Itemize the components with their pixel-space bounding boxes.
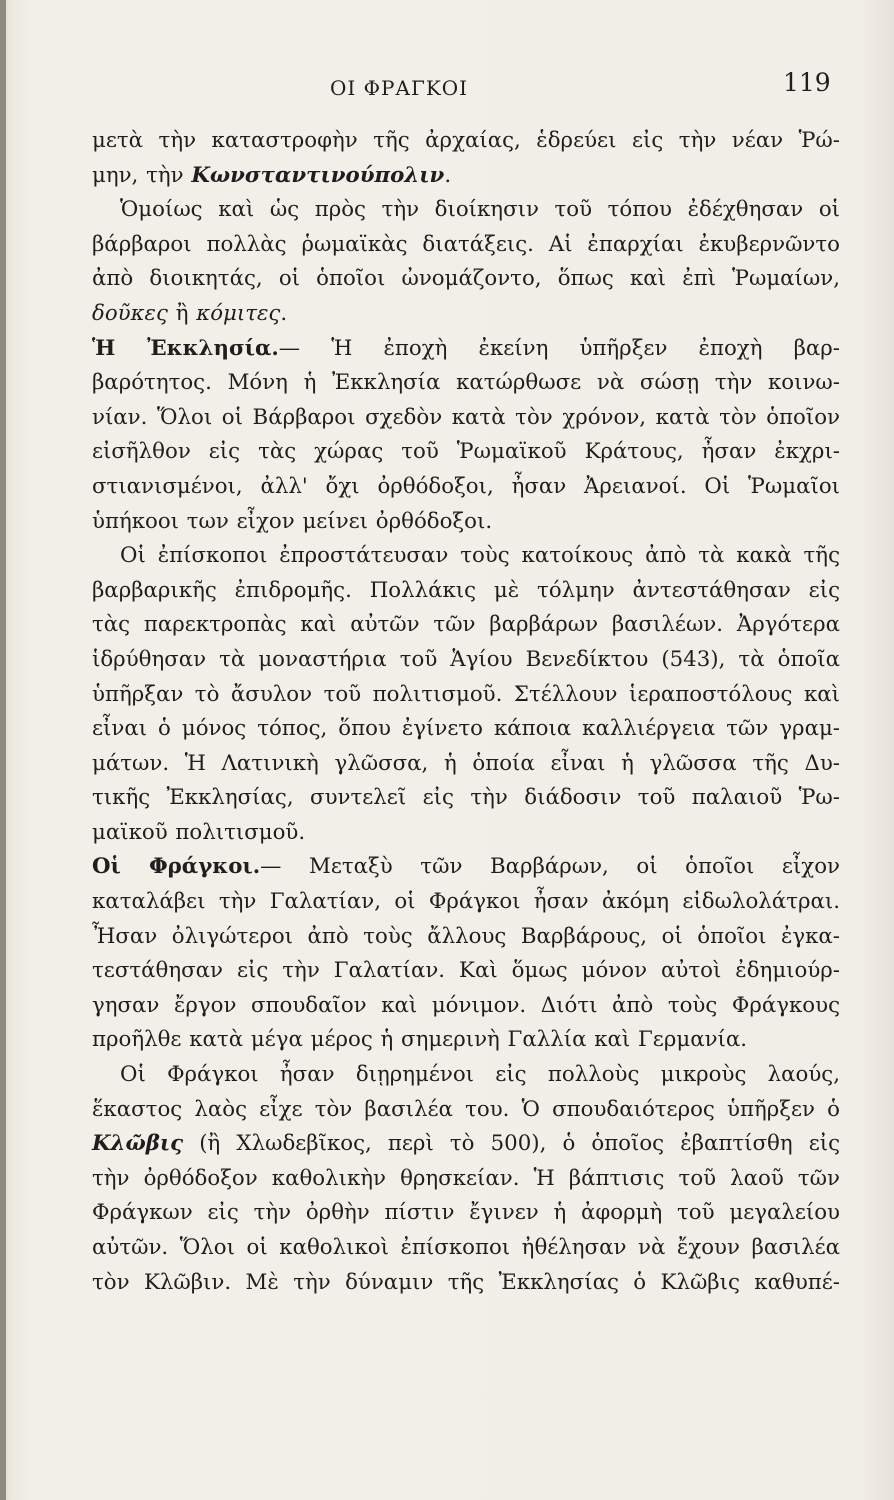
text-run: εἶναι ὁ μόνος τόπος, ὅπου ἐγίνετο κάποια καλλιέργεια τῶν γραμ- [92,716,840,742]
emphasized-text: Οἱ Φράγκοι. [92,854,261,880]
text-run: βαρότητος. Μόνη ἡ Ἐκκλησία κατώρθωσε νὰ σώσῃ τὴν κοινω- [92,370,840,396]
text-run: ἕκαστος λαὸς εἶχε τὸν βασιλέα του. Ὁ σπουδαιότερος ὑπῆρξεν ὁ [92,1096,840,1122]
text-run: νίαν. Ὅλοι οἱ Βάρβαροι σχεδὸν κατὰ τὸν χρόνον, κατὰ τὸν ὁποῖον [92,404,840,430]
text-run: αὐτῶν. Ὅλοι οἱ καθολικοὶ ἐπίσκοποι ἠθέλησαν νὰ ἔχουν βασιλέα [92,1235,840,1260]
text-line [92,159,840,194]
text-line [92,505,840,540]
page-number: 119 [783,68,831,97]
emphasized-text: Κλῶβις [92,1131,184,1157]
text-run: ὑπῆρξαν τὸ ἄσυλον τοῦ πολιτισμοῦ. Στέλλουν ἱεραποστόλους καὶ [92,681,840,707]
running-title: ΟΙ ΦΡΑΓΚΟΙ [330,76,469,100]
text-run: μην, τὴν [92,162,192,188]
text-run: ἢ [167,300,197,326]
running-head [0,68,894,108]
text-run: Ἦσαν ὀλιγώτεροι ἀπὸ τοὺς ἄλλους Βαρβάρους, οἱ ὁποῖοι ἐγκα- [92,923,840,949]
text-line [92,228,840,263]
text-run: γησαν ἔργον σπουδαῖον καὶ μόνιμον. Διότι ἀπὸ τοὺς Φράγκους [92,992,840,1018]
text-run: ἱδρύθησαν τὰ μοναστήρια τοῦ Ἁγίου Βενεδίκτου (543), τὰ ὁποῖα [92,646,840,672]
text-line [92,470,840,505]
text-line [92,954,840,989]
text-run: τὰς παρεκτροπὰς καὶ αὐτῶν τῶν βαρβάρων βασιλέων. Ἀργότερα [92,612,840,638]
text-run: προῆλθε κατὰ μέγα μέρος ἡ σημερινὴ Γαλλία καὶ Γερμανία. [92,1027,748,1053]
text-line [92,608,840,643]
text-line [92,1231,840,1266]
text-line [92,816,840,851]
body-text [92,124,840,1300]
text-line [92,850,840,885]
emphasized-text: κόμιτες [196,300,281,326]
text-line [92,124,840,159]
text-run: μάτων. Ἡ Λατινικὴ γλῶσσα, ἡ ὁποία εἶναι ἡ γλῶσσα τῆς Δυ- [92,750,840,776]
text-run: Φράγκων εἰς τὴν ὀρθὴν πίστιν ἔγινεν ἡ ἀφορμὴ τοῦ μεγαλείου [92,1200,840,1226]
text-line [92,781,840,816]
text-line [92,193,840,228]
text-run: — Μεταξὺ τῶν Βαρβάρων, οἱ ὁποῖοι εἶχον [260,854,840,880]
text-run: μετὰ τὴν καταστροφὴν τῆς ἀρχαίας, ἑδρεύει εἰς τὴν νέαν Ῥώ- [92,128,840,153]
text-run: βαρβαρικῆς ἐπιδρομῆς. Πολλάκις μὲ τόλμην ἀντεστάθησαν εἰς [92,577,840,603]
text-run: — Ἡ ἐποχὴ ἐκείνη ὑπῆρξεν ἐποχὴ βαρ- [278,335,840,361]
text-line [92,262,840,297]
text-line [92,1127,840,1162]
text-line [92,297,840,332]
text-run: εἰσῆλθον εἰς τὰς χώρας τοῦ Ῥωμαϊκοῦ Κράτους, ἦσαν ἐκχρι- [92,439,840,465]
text-line [92,712,840,747]
text-run: καταλάβει τὴν Γαλατίαν, οἱ Φράγκοι ἦσαν ἀκόμη εἰδωλολάτραι. [92,889,840,915]
text-line [92,885,840,920]
emphasized-text: Κωνσταντινούπολιν [191,162,445,188]
text-run: Οἱ Φράγκοι ἦσαν διῃρημένοι εἰς πολλοὺς μικροὺς λαούς, [120,1062,840,1088]
text-line [92,332,840,367]
text-run: μαϊκοῦ πολιτισμοῦ. [92,819,306,845]
text-run: Οἱ ἐπίσκοποι ἐπροστάτευσαν τοὺς κατοίκους ἀπὸ τὰ κακὰ τῆς [120,543,840,569]
text-run: . [280,300,288,326]
text-line [92,1196,840,1231]
emphasized-text: δοῦκες [92,300,168,326]
text-line [92,574,840,609]
text-line [92,1058,840,1093]
emphasized-text: Ἡ Ἐκκλησία. [92,335,279,361]
text-line [92,643,840,678]
text-line [92,401,840,436]
text-line [92,1093,840,1128]
text-run: ἀπὸ διοικητάς, οἱ ὁποῖοι ὠνομάζοντο, ὅπως καὶ ἐπὶ Ῥωμαίων, [92,266,840,292]
text-line [92,539,840,574]
text-run: στιανισμένοι, ἀλλ' ὄχι ὀρθόδοξοι, ἦσαν Ἀρειανοί. Οἱ Ῥωμαῖοι [92,473,840,499]
text-line [92,1162,840,1197]
text-line [92,1266,840,1301]
text-run: βάρβαροι πολλὰς ῥωμαϊκὰς διατάξεις. Αἱ ἐπαρχίαι ἐκυβερνῶντο [92,231,840,257]
text-line [92,989,840,1024]
text-line [92,920,840,955]
text-line [92,1023,840,1058]
text-run: (ἢ Χλωδεβῖκος, περὶ τὸ 500), ὁ ὁποῖος ἐβαπτίσθη εἰς [183,1131,840,1157]
page-edge-shadow [0,0,6,1500]
text-run: τεστάθησαν εἰς τὴν Γαλατίαν. Καὶ ὅμως μόνον αὐτοὶ ἐδημιούρ- [92,958,840,984]
text-run: τικῆς Ἐκκλησίας, συντελεῖ εἰς τὴν διάδοσιν τοῦ παλαιοῦ Ῥω- [92,785,840,811]
text-run: . [444,162,452,188]
text-line [92,678,840,713]
text-run: Ὁμοίως καὶ ὡς πρὸς τὴν διοίκησιν τοῦ τόπου ἐδέχθησαν οἱ [120,197,840,223]
text-line [92,366,840,401]
text-run: ὑπήκοοι των εἶχον μείνει ὀρθόδοξοι. [92,508,493,534]
text-line [92,747,840,782]
text-run: τὸν Κλῶβιν. Μὲ τὴν δύναμιν τῆς Ἐκκλησίας ὁ Κλῶβις καθυπέ- [92,1269,840,1295]
text-line [92,435,840,470]
text-run: τὴν ὀρθόδοξον καθολικὴν θρησκείαν. Ἡ βάπτισις τοῦ λαοῦ τῶν [92,1165,840,1191]
